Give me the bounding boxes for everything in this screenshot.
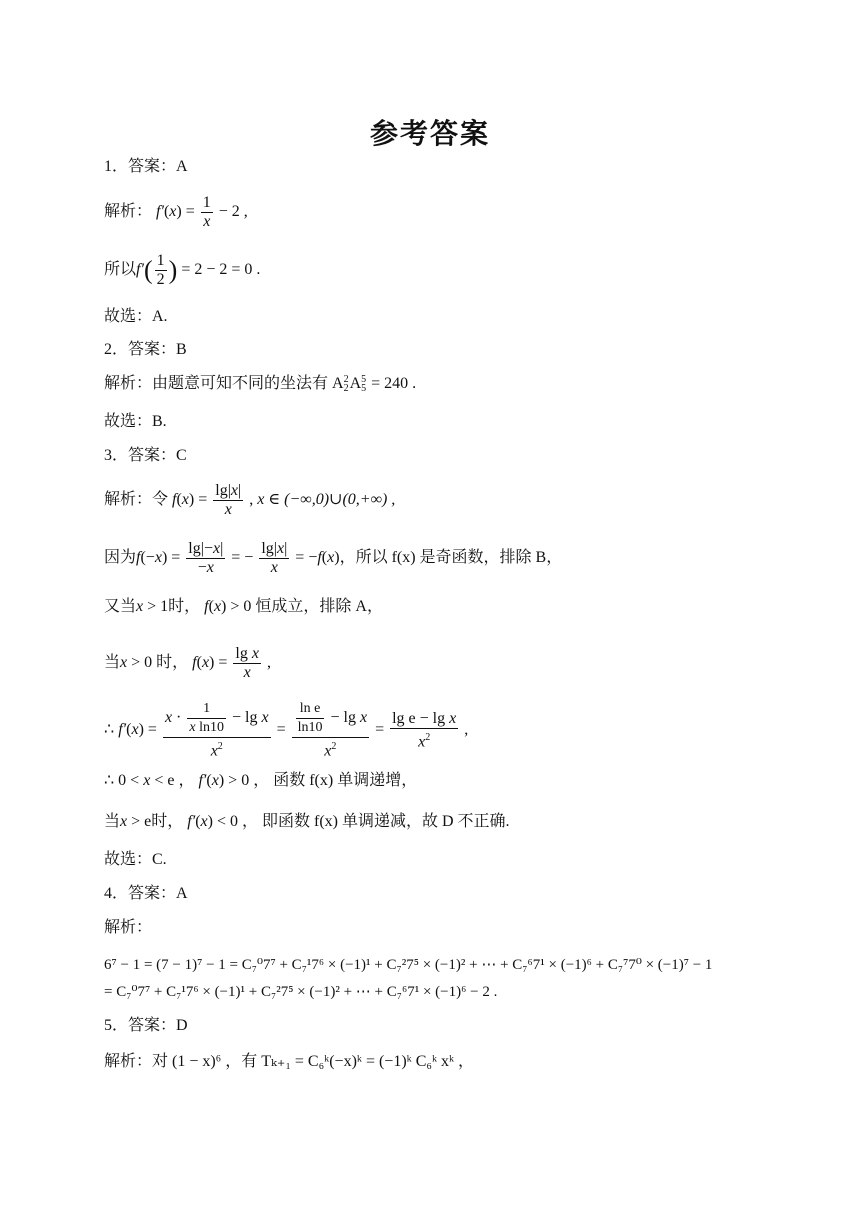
q3-derivative: ∴ f′(x) = x · $\frac{1}{\text{x ln10}}$ − lg x $x^2$ = $\frac{\text{ln e}}{\ln 10}$ − lg x $x^2$ = $\frac{\text{lg e − lg x}}{x^2}$ ,: [104, 701, 469, 760]
q3-when-2: 当: [104, 813, 121, 830]
q1-so-label: 所以: [104, 261, 137, 279]
q3-inc-text: 函数 f(x) 单调递增，: [273, 772, 418, 789]
q4-analysis-label: 解析：: [104, 919, 153, 936]
q2-analysis-text: 解析：由题意可知不同的坐法有: [104, 375, 329, 392]
q4-expansion-line1: 6⁷ − 1 = (7 − 1)⁷ − 1 = C₇⁰7⁷ + C₇¹7⁶ × (−1)¹ + C₇²7⁵ × (−1)² + ⋯ + C₇⁶7¹ × (−1)⁶ + C₇⁷7⁰ × (−1)⁷ − 1: [104, 957, 713, 973]
q2-analysis: 解析：由题意可知不同的坐法有 A 2 2 A 5 5 = 240 .: [104, 374, 417, 395]
q3-therefore: ∴: [104, 720, 115, 738]
q5-analysis: 解析：对 (1 − x)⁶ ，有 Tₖ₊₁ = C₆ᵏ(−x)ᵏ = (−1)ᵏ C₆ᵏ xᵏ ，: [104, 1053, 475, 1070]
q3-analysis-label: 解析：令: [104, 491, 169, 509]
q3-increasing: ∴ 0 < x < e ， f′(x) > 0 ， 函数 f(x) 单调递增，: [104, 772, 418, 789]
q1-answer: 1．答案：A: [104, 158, 188, 175]
q1-analysis: 解析： f′(x) = $\frac{1}{x}$ − 2 ,: [104, 194, 248, 230]
q3-because: 因为: [104, 549, 137, 567]
q3-also-when: 又当: [104, 598, 137, 615]
q2-choose: 故选：B.: [104, 413, 167, 430]
q5-answer: 5．答案：D: [104, 1017, 188, 1034]
q3-decreasing: 当x > e时， f′(x) < 0 ， 即函数 f(x) 单调递减，故 D 不正确.: [104, 813, 510, 830]
q1-derivation: 所以f′( $\frac{1}{2}$ ) = 2 − 2 = 0 .: [104, 252, 261, 288]
q1-choose: 故选：A.: [104, 308, 168, 325]
q3-when: 当: [104, 654, 121, 672]
q2-answer: 2．答案：B: [104, 341, 187, 358]
q3-odd-function: 因为f(−x) = $\frac{\lg|-x|}{-x}$ = − $\frac{\lg|x|}{x}$ = −f(x)，所以 f(x) 是奇函数，排除 B，: [104, 540, 563, 576]
q3-holds-text: 恒成立，排除 A，: [255, 598, 383, 615]
q3-odd-text: ，所以 f(x) 是奇函数，排除 B，: [339, 549, 563, 567]
q3-domain: x ∈ (−∞,0)∪(0,+∞) ,: [257, 491, 396, 509]
q3-exclude-a: 又当x > 1时， f(x) > 0 恒成立，排除 A，: [104, 598, 383, 615]
q3-dec-text: 即函数 f(x) 单调递减，故 D 不正确.: [262, 813, 510, 830]
q1-analysis-label: 解析：: [104, 203, 153, 221]
q3-definition: 解析：令 f(x) = $\frac{\lg|x|}{x}$ , x ∈ (−∞,0)∪(0,+∞) ,: [104, 482, 396, 518]
q3-choose: 故选：C.: [104, 851, 167, 868]
q1-result: = 2 − 2 = 0 .: [181, 261, 261, 279]
q3-positive-case: 当x > 0 时， f(x) = $\frac{\text{lg x}}{x}$ ,: [104, 645, 271, 681]
q3-answer: 3．答案：C: [104, 447, 187, 464]
q2-result: = 240 .: [371, 375, 417, 392]
page-title: 参考答案: [369, 117, 490, 150]
q4-answer: 4．答案：A: [104, 885, 188, 902]
q4-expansion-line2: = C₇⁰7⁷ + C₇¹7⁶ × (−1)¹ + C₇²7⁵ × (−1)² + ⋯ + C₇⁶7¹ × (−1)⁶ − 2 .: [104, 984, 498, 1000]
